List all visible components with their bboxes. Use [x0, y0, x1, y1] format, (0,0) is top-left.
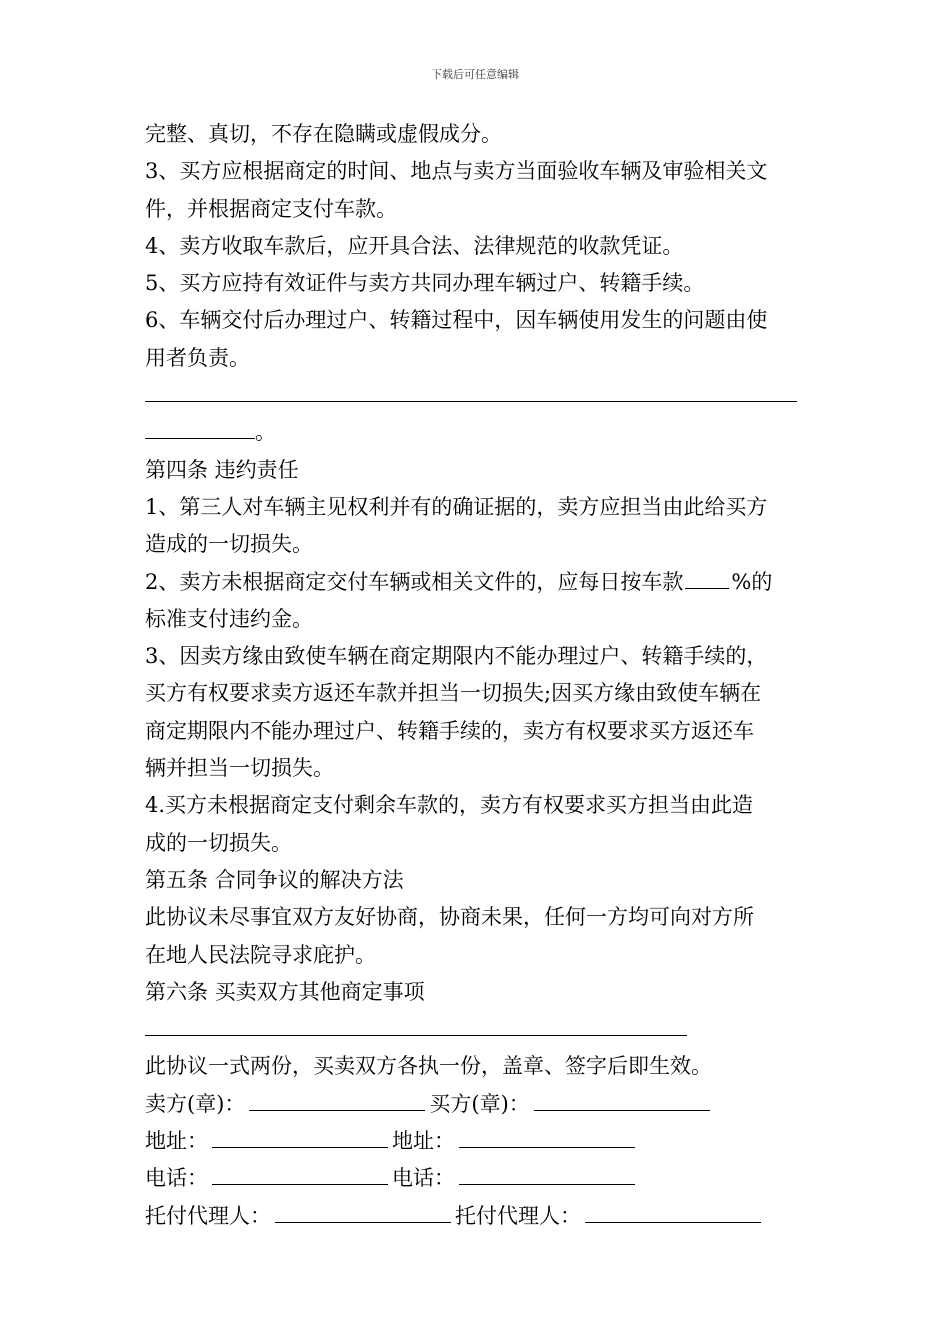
buyer-phone-label: 电话： [392, 1166, 455, 1191]
contract-body [145, 116, 810, 1235]
page-header: 下载后可任意编辑 [431, 68, 519, 81]
buyer-agent-blank [585, 1221, 761, 1223]
seller-seal-label: 卖方(章)： [145, 1091, 246, 1116]
art4-clause-1-line-2: 造成的一切损失。 [145, 532, 313, 557]
clause-5: 5、买方应持有效证件与卖方共同办理车辆过户、转籍手续。 [145, 271, 705, 296]
buyer-address-label: 地址： [392, 1129, 455, 1154]
signature-row-address [145, 1123, 810, 1160]
buyer-seal-blank [534, 1109, 710, 1111]
art4-clause-2-line-2: 标准支付违约金。 [145, 606, 313, 631]
clause-3-line-1: 3、买方应根据商定的时间、地点与卖方当面验收车辆及审验相关文 [145, 159, 768, 184]
article-4-title: 第四条 违约责任 [145, 457, 299, 482]
seller-phone-label: 电话： [145, 1166, 208, 1191]
buyer-seal-label: 买方(章)： [429, 1091, 530, 1116]
seller-agent-label: 托付代理人： [145, 1203, 271, 1228]
blank-line-short [145, 414, 810, 451]
blank-line-long [145, 1011, 810, 1048]
buyer-agent-label: 托付代理人： [455, 1203, 581, 1228]
fill-in-blank [145, 437, 255, 439]
period: 。 [255, 420, 276, 445]
signature-row-phone [145, 1160, 810, 1197]
percent-blank [685, 587, 729, 589]
art5-line-1: 此协议未尽事宜双方友好协商，协商未果，任何一方均可向对方所 [145, 905, 754, 930]
blank-line-full [145, 377, 810, 414]
art4-clause-3-line-4: 辆并担当一切损失。 [145, 756, 334, 781]
fill-in-blank [145, 400, 797, 402]
clause-text: %的 [731, 569, 773, 594]
signature-row-agent [145, 1198, 810, 1235]
buyer-phone-blank [459, 1183, 635, 1185]
final-clause: 此协议一式两份，买卖双方各执一份，盖章、签字后即生效。 [145, 1054, 712, 1079]
text-line: 完整、真切，不存在隐瞒或虚假成分。 [145, 122, 502, 146]
seller-address-blank [212, 1146, 388, 1148]
signature-row-seal [145, 1086, 810, 1123]
seller-agent-blank [275, 1221, 451, 1223]
fill-in-blank [145, 1034, 687, 1036]
buyer-address-blank [459, 1146, 635, 1148]
seller-phone-blank [212, 1183, 388, 1185]
article-6-title: 第六条 买卖双方其他商定事项 [145, 979, 425, 1004]
clause-6-line-1: 6、车辆交付后办理过户、转籍过程中，因车辆使用发生的问题由使 [145, 308, 768, 333]
art4-clause-2-line-1 [145, 564, 810, 601]
art5-line-2: 在地人民法院寻求庇护。 [145, 942, 376, 967]
seller-address-label: 地址： [145, 1129, 208, 1154]
clause-6-line-2: 用者负责。 [145, 345, 250, 370]
seller-seal-blank [249, 1109, 425, 1111]
art4-clause-4-line-2: 成的一切损失。 [145, 830, 292, 855]
art4-clause-3-line-1: 3、因卖方缘由致使车辆在商定期限内不能办理过户、转籍手续的， [145, 644, 768, 669]
art4-clause-3-line-2: 买方有权要求卖方返还车款并担当一切损失;因买方缘由致使车辆在 [145, 681, 762, 706]
art4-clause-3-line-3: 商定期限内不能办理过户、转籍手续的，卖方有权要求买方返还车 [145, 718, 754, 743]
art4-clause-1-line-1: 1、第三人对车辆主见权利并有的确证据的，卖方应担当由此给买方 [145, 494, 768, 519]
article-5-title: 第五条 合同争议的解决方法 [145, 867, 404, 892]
clause-3-line-2: 件，并根据商定支付车款。 [145, 196, 397, 221]
art4-clause-4-line-1: 4.买方未根据商定支付剩余车款的，卖方有权要求买方担当由此造 [145, 793, 754, 818]
clause-4: 4、卖方收取车款后，应开具合法、法律规范的收款凭证。 [145, 233, 684, 258]
clause-text: 2、卖方未根据商定交付车辆或相关文件的，应每日按车款 [145, 569, 684, 594]
